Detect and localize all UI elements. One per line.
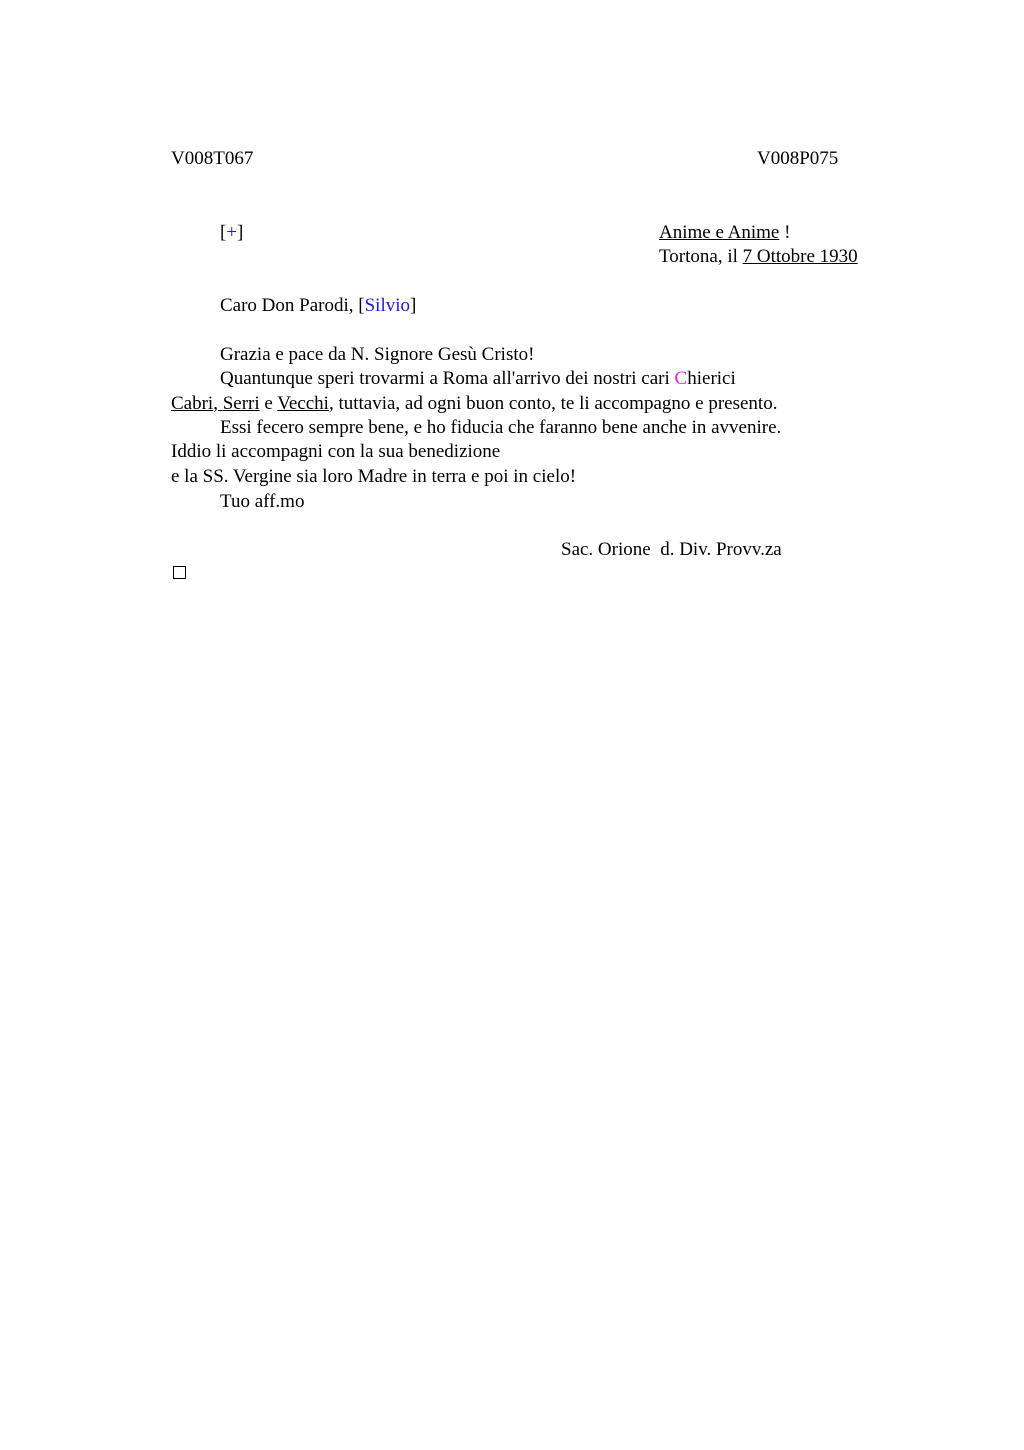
checkbox-icon[interactable]	[173, 566, 186, 579]
body-line-5: Iddio li accompagni con la sua benedizione	[171, 441, 501, 462]
salutation-name: Silvio	[364, 295, 410, 316]
signature: Sac. Orione d. Div. Provv.za	[561, 539, 782, 560]
name-vecchi: Vecchi	[277, 393, 329, 414]
motto: Anime e Anime !	[659, 222, 791, 243]
body-line-4: Essi fecero sempre bene, e ho fiducia che faranno bene anche in avvenire.	[220, 417, 782, 438]
right-code: V008P075	[757, 148, 839, 169]
body-line-3: Cabri, Serri e Vecchi, tuttavia, ad ogni buon conto, te li accompagno e presento.	[171, 393, 778, 414]
letter-date: 7 Ottobre 1930	[742, 246, 858, 267]
body-line-2: Quantunque speri trovarmi a Roma all'arrivo dei nostri cari Chierici	[220, 368, 736, 389]
name-serri: Serri	[222, 393, 260, 414]
salutation: Caro Don Parodi, [Silvio]	[220, 295, 417, 316]
body-line-6: e la SS. Vergine sia loro Madre in terra e poi in cielo!	[171, 466, 577, 487]
name-cabri: Cabri	[171, 393, 214, 414]
place-date: Tortona, il 7 Ottobre 1930	[659, 246, 858, 267]
highlighted-initial: C	[674, 368, 688, 389]
cross-symbol: +	[226, 222, 238, 243]
body-line-1: Grazia e pace da N. Signore Gesù Cristo!	[220, 344, 535, 365]
left-code: V008T067	[171, 148, 254, 169]
closing: Tuo aff.mo	[220, 491, 305, 512]
motto-text: Anime e Anime	[659, 222, 780, 243]
cross-mark: [+]	[220, 222, 244, 243]
